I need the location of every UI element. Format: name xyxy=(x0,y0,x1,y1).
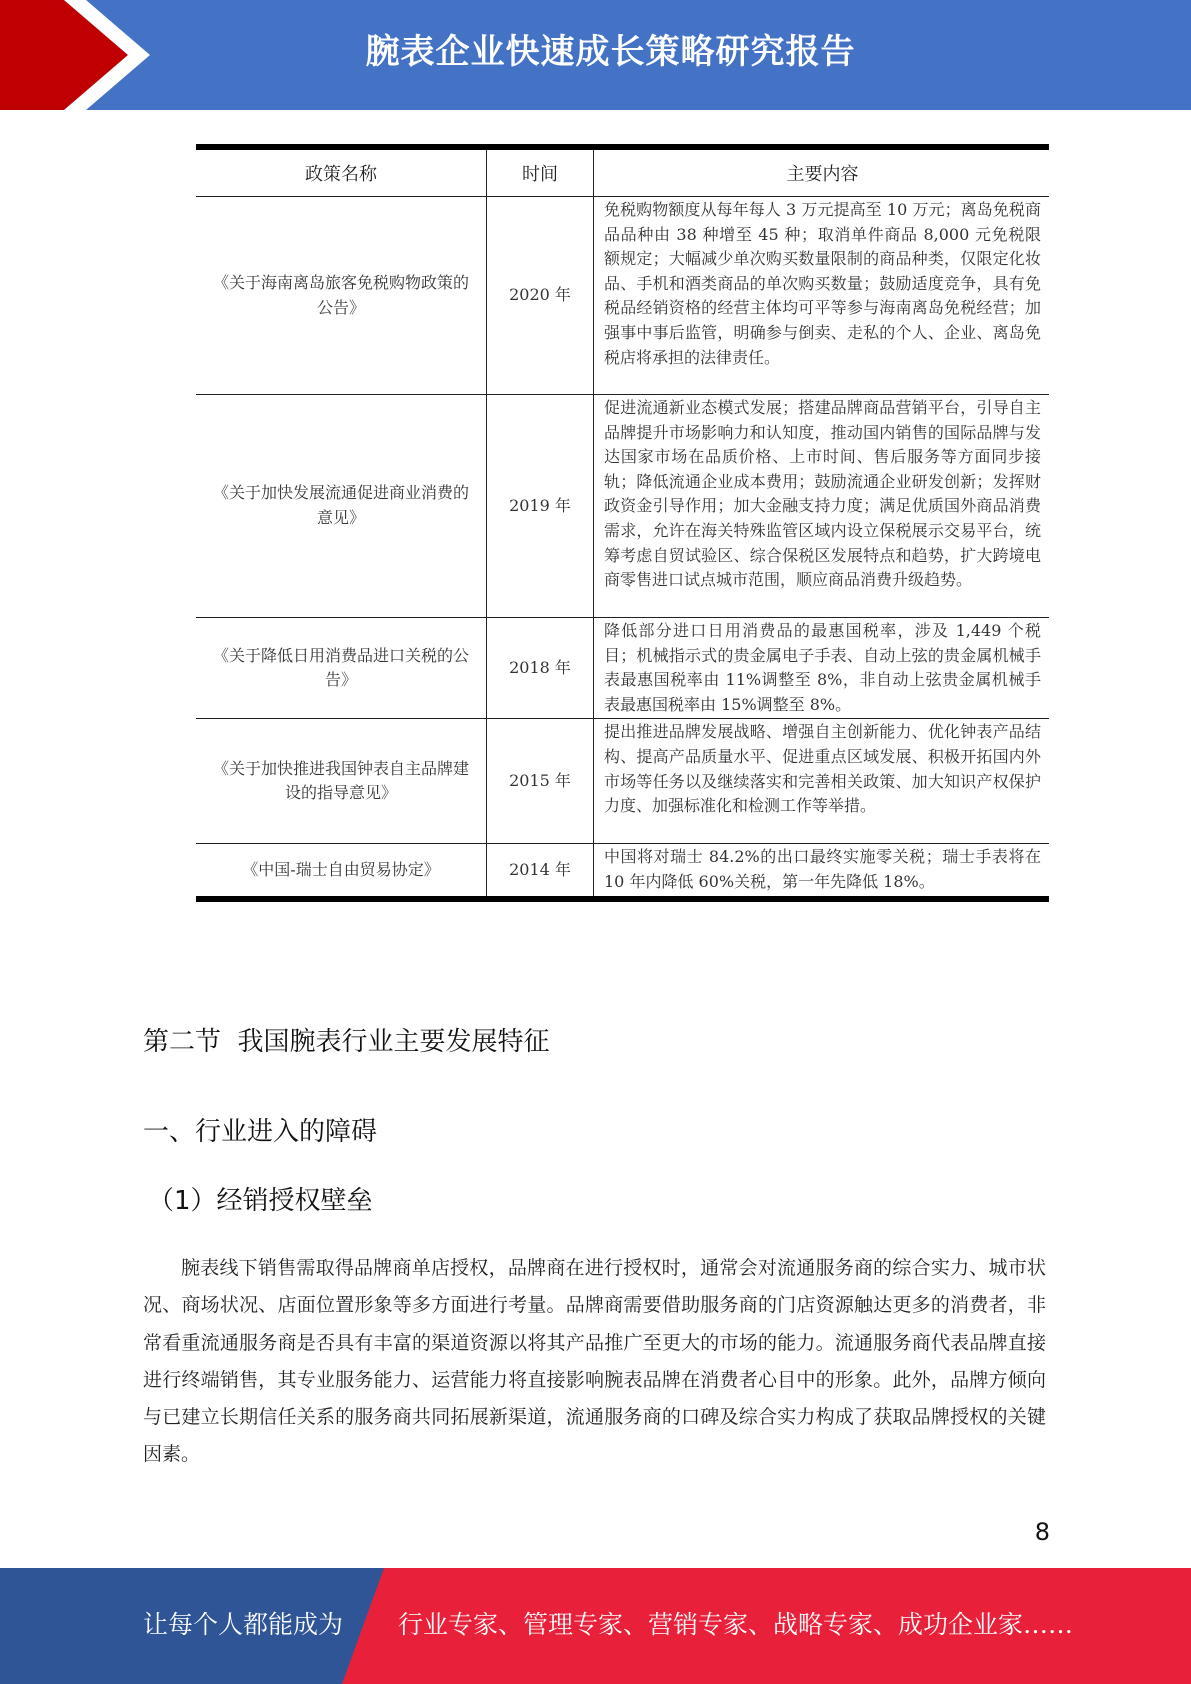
column-header-time: 时间 xyxy=(487,147,594,197)
policy-time: 2014 年 xyxy=(487,844,594,899)
policy-name: 《关于加快发展流通促进商业消费的意见》 xyxy=(196,395,487,618)
policy-time: 2019 年 xyxy=(487,395,594,618)
policy-name: 《关于加快推进我国钟表自主品牌建设的指导意见》 xyxy=(196,719,487,844)
column-header-content: 主要内容 xyxy=(594,147,1050,197)
table-row xyxy=(196,395,1049,618)
table-header-row xyxy=(196,147,1049,197)
page-header xyxy=(0,0,1191,110)
policy-content: 中国将对瑞士 84.2%的出口最终实施零关税；瑞士手表将在 10 年内降低 60%关税，第一年先降低 18%。 xyxy=(594,844,1050,899)
page-footer xyxy=(0,1568,1191,1684)
subsubsection-heading: （1）经销授权壁垒 xyxy=(148,1186,373,1216)
policy-name: 《关于降低日用消费品进口关税的公告》 xyxy=(196,618,487,719)
table-row xyxy=(196,618,1049,719)
policy-time: 2015 年 xyxy=(487,719,594,844)
header-title: 腕表企业快速成长策略研究报告 xyxy=(365,32,856,72)
policy-content: 免税购物额度从每年每人 3 万元提高至 10 万元；离岛免税商品品种由 38 种增至 45 种；取消单件商品 8,000 元免税限额规定；大幅减少单次购买数量限制的商品种类，仅限定化妆品、手机和酒类商品的单次购买数量；鼓励适度竞争，具有免税品经销资格的经营主体均可平等参与海南离岛免税经营；加强事中事后监管，明确参与倒卖、走私的个人、企业、离岛免税店将承担的法律责任。 xyxy=(594,197,1050,395)
section-heading: 第二节 我国腕表行业主要发展特征 xyxy=(143,1027,550,1057)
policy-name: 《中国-瑞士自由贸易协定》 xyxy=(196,844,487,899)
policy-content: 提出推进品牌发展战略、增强自主创新能力、优化钟表产品结构、提高产品质量水平、促进重点区域发展、积极开拓国内外市场等任务以及继续落实和完善相关政策、加大知识产权保护力度、加强标准化和检测工作等举措。 xyxy=(594,719,1050,844)
subsection-heading: 一、行业进入的障碍 xyxy=(143,1117,378,1147)
column-header-name: 政策名称 xyxy=(196,147,487,197)
policy-time: 2020 年 xyxy=(487,197,594,395)
table-row xyxy=(196,719,1049,844)
policy-time: 2018 年 xyxy=(487,618,594,719)
body-paragraph: 腕表线下销售需取得品牌商单店授权，品牌商在进行授权时，通常会对流通服务商的综合实力、城市状况、商场状况、店面位置形象等多方面进行考量。品牌商需要借助服务商的门店资源触达更多的消费者，非常看重流通服务商是否具有丰富的渠道资源以将其产品推广至更大的市场的能力。流通服务商代表品牌直接进行终端销售，其专业服务能力、运营能力将直接影响腕表品牌在消费者心目中的形象。此外，品牌方倾向与已建立长期信任关系的服务商共同拓展新渠道，流通服务商的口碑及综合实力构成了获取品牌授权的关键因素。 xyxy=(143,1257,1046,1466)
policy-name: 《关于海南离岛旅客免税购物政策的公告》 xyxy=(196,197,487,395)
page-number: 8 xyxy=(1034,1518,1050,1546)
table-row xyxy=(196,197,1049,395)
policy-content: 降低部分进口日用消费品的最惠国税率，涉及 1,449 个税目；机械指示式的贵金属电子手表、自动上弦的贵金属机械手表最惠国税率由 11%调整至 8%，非自动上弦贵金属机械手表最惠国税率由 15%调整至 8%。 xyxy=(594,618,1050,719)
footer-slogan-right: 行业专家、管理专家、营销专家、战略专家、成功企业家…… xyxy=(398,1610,1074,1639)
policy-content: 促进流通新业态模式发展；搭建品牌商品营销平台，引导自主品牌提升市场影响力和认知度，推动国内销售的国际品牌与发达国家市场在品质价格、上市时间、售后服务等方面同步接轨；降低流通企业成本费用；鼓励流通企业研发创新；发挥财政资金引导作用；加大金融支持力度；满足优质国外商品消费需求，允许在海关特殊监管区域内设立保税展示交易平台，统筹考虑自贸试验区、综合保税区发展特点和趋势，扩大跨境电商零售进口试点城市范围，顺应商品消费升级趋势。 xyxy=(594,395,1050,618)
table-row xyxy=(196,844,1049,899)
policy-table xyxy=(196,144,1049,902)
footer-slogan-left: 让每个人都能成为 xyxy=(143,1610,344,1639)
